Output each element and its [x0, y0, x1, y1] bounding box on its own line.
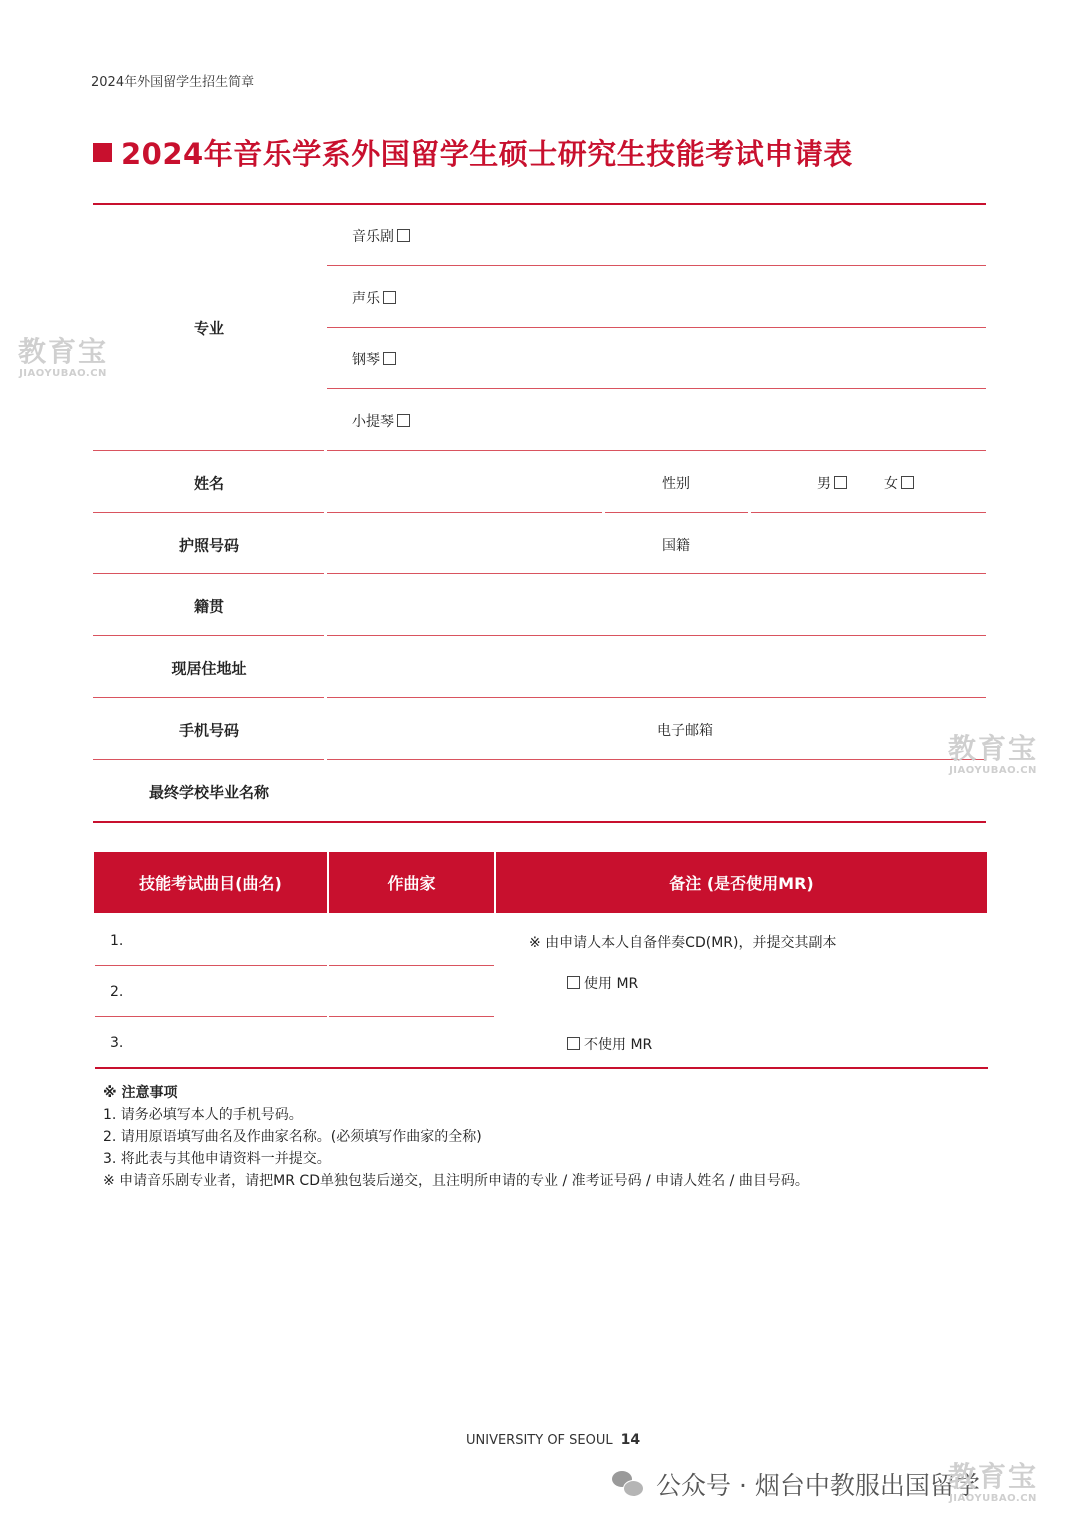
pieces-header-remarks: 备注 (是否使用MR)	[496, 852, 987, 913]
title-text: 2024年音乐学系外国留学生硕士研究生技能考试申请表	[121, 137, 853, 171]
phone-label: 手机号码	[178, 721, 240, 740]
pieces-bottom-border	[95, 1067, 988, 1069]
checkbox-icon[interactable]	[383, 291, 396, 304]
checkbox-icon[interactable]	[397, 229, 410, 242]
passport-label: 护照号码	[178, 536, 240, 555]
checkbox-icon[interactable]	[397, 414, 410, 427]
checkbox-icon[interactable]	[901, 476, 914, 489]
hometown-label: 籍贯	[193, 597, 225, 616]
email-label: 电子邮箱	[657, 723, 713, 739]
page-title	[93, 132, 853, 173]
nationality-label: 国籍	[662, 538, 690, 554]
footer-university: UNIVERSITY OF SEOUL	[466, 1433, 613, 1448]
watermark-logo: 教育宝 JIAOYUBAO.CN	[948, 1460, 1039, 1504]
major-option-violin[interactable]: 小提琴	[352, 411, 410, 431]
name-label: 姓名	[193, 474, 225, 493]
notes-section	[103, 1082, 809, 1192]
major-option-piano[interactable]: 钢琴	[352, 349, 396, 369]
notes-title: ※ 注意事项	[103, 1085, 178, 1101]
address-label: 现居住地址	[171, 659, 247, 678]
form-divider	[327, 327, 986, 328]
form-divider	[93, 512, 324, 513]
school-label: 最终学校毕业名称	[148, 783, 270, 802]
form-divider	[327, 450, 986, 451]
wechat-account	[612, 1466, 980, 1502]
gender-female-option[interactable]: 女	[884, 473, 914, 493]
form-divider	[327, 388, 986, 389]
major-label: 专业	[193, 319, 225, 338]
checkbox-icon[interactable]	[834, 476, 847, 489]
piece-row-number: 2.	[110, 984, 124, 1000]
pieces-divider	[95, 1016, 327, 1017]
form-divider	[93, 573, 324, 574]
pieces-divider	[95, 965, 327, 966]
watermark-logo: 教育宝 JIAOYUBAO.CN	[18, 335, 109, 379]
piece-row-number: 1.	[110, 933, 124, 949]
checkbox-icon[interactable]	[567, 1037, 580, 1050]
form-divider	[93, 635, 324, 636]
checkbox-icon[interactable]	[567, 976, 580, 989]
note-item: 1. 请务必填写本人的手机号码。	[103, 1107, 303, 1123]
pieces-divider	[329, 1016, 494, 1017]
note-item: 3. 将此表与其他申请资料一并提交。	[103, 1151, 331, 1167]
form-divider	[93, 697, 324, 698]
mr-note: ※ 由申请人本人自备伴奏CD(MR)，并提交其副本	[529, 935, 837, 951]
form-divider	[605, 512, 748, 513]
document-header: 2024年外国留学生招生简章	[91, 75, 255, 90]
form-divider	[327, 512, 602, 513]
piece-row-number: 3.	[110, 1035, 124, 1051]
gender-label: 性别	[662, 476, 690, 492]
form-divider	[327, 759, 986, 760]
checkbox-icon[interactable]	[383, 352, 396, 365]
note-item: ※ 申请音乐剧专业者，请把MR CD单独包装后递交，且注明所申请的专业 / 准考证号码 / 申请人姓名 / 曲目号码。	[103, 1173, 809, 1189]
page-footer	[466, 1432, 640, 1448]
wechat-icon	[612, 1471, 644, 1497]
major-option-musical[interactable]: 音乐剧	[352, 226, 410, 246]
form-top-border	[93, 203, 986, 205]
pieces-header-title: 技能考试曲目(曲名)	[94, 852, 327, 913]
form-divider	[93, 759, 324, 760]
use-mr-option[interactable]: 使用 MR	[567, 973, 638, 993]
gender-male-option[interactable]: 男	[817, 473, 847, 493]
pieces-divider	[329, 965, 494, 966]
watermark-logo: 教育宝 JIAOYUBAO.CN	[948, 732, 1039, 776]
major-option-vocal[interactable]: 声乐	[352, 288, 396, 308]
pieces-header-composer: 作曲家	[329, 852, 494, 913]
page-number: 14	[620, 1432, 641, 1448]
note-item: 2. 请用原语填写曲名及作曲家名称。(必须填写作曲家的全称)	[103, 1129, 482, 1145]
form-divider	[751, 512, 986, 513]
title-square-icon	[93, 143, 112, 162]
form-divider	[93, 450, 324, 451]
no-mr-option[interactable]: 不使用 MR	[567, 1034, 652, 1054]
form-divider	[327, 635, 986, 636]
form-bottom-border	[93, 821, 986, 823]
wechat-text: 公众号 · 烟台中教服出国留学	[656, 1471, 980, 1500]
form-divider	[327, 265, 986, 266]
form-divider	[327, 573, 986, 574]
form-divider	[327, 697, 986, 698]
